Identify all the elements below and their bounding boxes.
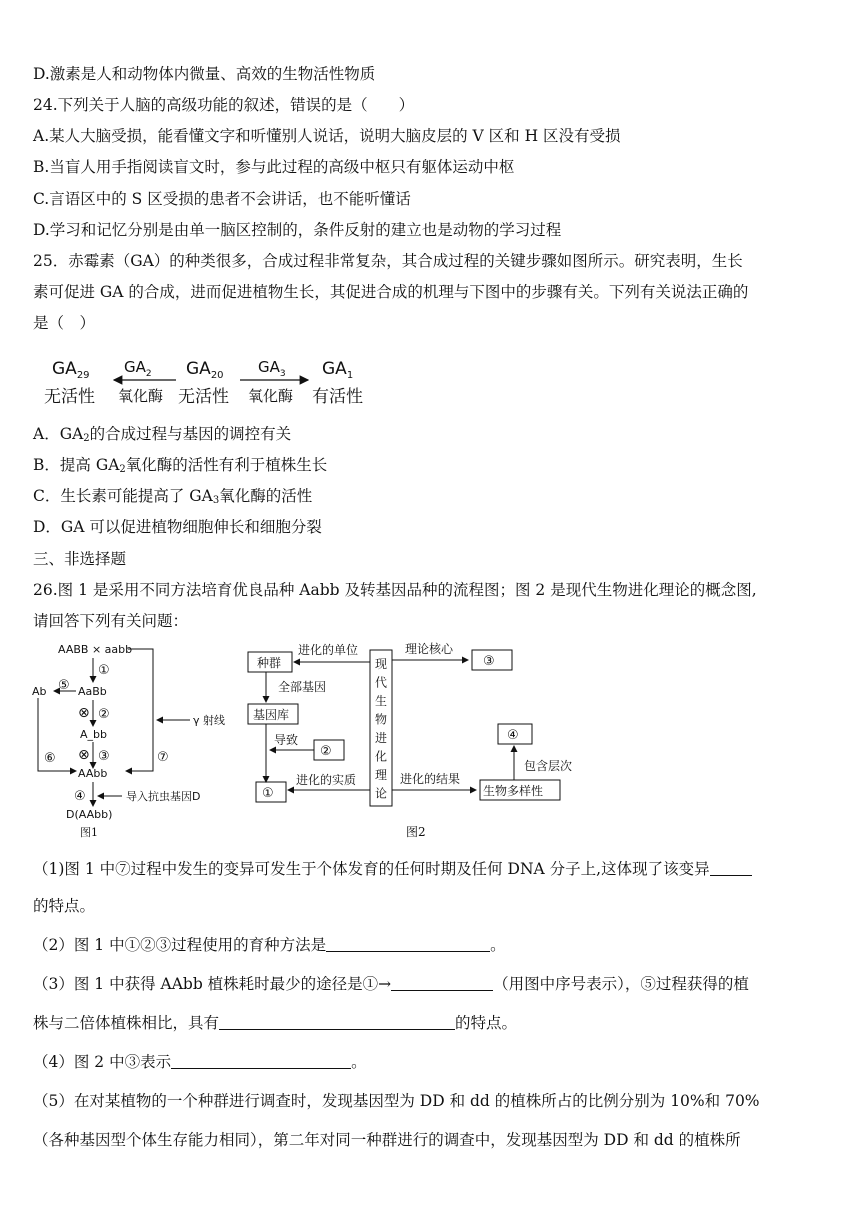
svg-text:AaBb: AaBb	[78, 685, 107, 698]
question-25-line2: 素可促进 GA 的合成，进而促进植物生长，其促进合成的机理与下图中的步骤有关。下列有关说法正确的	[33, 283, 749, 301]
theory-char: 代	[375, 675, 388, 690]
theory-char: 现	[375, 657, 388, 671]
svg-text:③: ③	[98, 749, 110, 764]
svg-text:D(AAbb): D(AAbb)	[66, 808, 113, 821]
sub-q1-line2: 的特点。	[33, 897, 96, 915]
option-24-c: C.言语区中的 S 区受损的患者不会讲话，也不能听懂话	[33, 190, 411, 208]
svg-text:④: ④	[507, 728, 519, 743]
svg-text:⊗: ⊗	[78, 705, 90, 721]
answer-blank-2[interactable]	[326, 935, 490, 952]
svg-text:无活性: 无活性	[178, 387, 229, 407]
svg-text:图1: 图1	[80, 826, 98, 839]
sub-q3-line1: （3）图 1 中获得 AAbb 植株耗时最少的途径是①→ （用图中序号表示），⑤过程获得的植	[33, 975, 749, 993]
svg-text:导入抗虫基因D: 导入抗虫基因D	[126, 790, 201, 803]
theory-char: 论	[375, 786, 388, 801]
theory-char: 理	[375, 768, 388, 782]
svg-text:氧化酶: 氧化酶	[248, 387, 294, 405]
svg-text:①: ①	[262, 786, 274, 801]
svg-text:进化的单位: 进化的单位	[298, 643, 359, 657]
svg-text:基因库: 基因库	[253, 708, 290, 722]
svg-text:生物多样性: 生物多样性	[483, 784, 544, 798]
svg-text:理论核心: 理论核心	[405, 642, 454, 656]
svg-text:⑦: ⑦	[157, 750, 169, 765]
figure-1-breeding-flow	[30, 638, 240, 848]
svg-text:种群: 种群	[257, 656, 282, 670]
svg-text:AAbb: AAbb	[78, 767, 108, 780]
option-24-a: A.某人大脑受损，能看懂文字和听懂别人说话，说明大脑皮层的 V 区和 H 区没有受损	[33, 127, 621, 145]
theory-char: 物	[375, 712, 388, 727]
theory-char: 进	[375, 731, 388, 745]
svg-text:进化的结果: 进化的结果	[400, 772, 461, 786]
section-3-heading: 三、非选择题	[33, 550, 127, 568]
sub-q4: （4）图 2 中③表示 。	[33, 1053, 367, 1071]
svg-text:进化的实质: 进化的实质	[296, 773, 357, 787]
svg-text:GA2: $GA_2$	[124, 358, 152, 379]
svg-text:GA3: $GA_3$	[258, 358, 286, 379]
svg-text:有活性: 有活性	[312, 387, 363, 407]
svg-text:④: ④	[74, 789, 86, 804]
option-25-c: C．生长素可能提高了 $GA_3$氧化酶的活性	[33, 487, 313, 506]
question-26-line2: 请回答下列有关问题：	[33, 612, 189, 630]
svg-text:氧化酶: 氧化酶	[118, 387, 164, 405]
svg-text:②: ②	[320, 744, 332, 759]
svg-text:GA29: $GA_{29}$	[52, 359, 90, 381]
sub-q1-line1: （1)图 1 中⑦过程中发生的变异可发生于个体发育的任何时期及任何 DNA 分子上,这体现了该变异	[33, 859, 752, 879]
theory-char: 化	[375, 749, 388, 764]
svg-text:全部基因: 全部基因	[278, 680, 327, 694]
svg-text:③: ③	[483, 654, 495, 669]
option-24-b: B.当盲人用手指阅读盲文时，参与此过程的高级中枢只有躯体运动中枢	[33, 158, 515, 176]
answer-blank-1[interactable]	[710, 859, 752, 876]
option-d-23: D.激素是人和动物体内微量、高效的生物活性物质	[33, 65, 376, 83]
option-24-d: D.学习和记忆分别是由单一脑区控制的，条件反射的建立也是动物的学习过程	[33, 221, 562, 239]
theory-char: 生	[375, 694, 388, 708]
svg-text:A_bb: A_bb	[80, 728, 107, 741]
sub-q5-line2: （各种基因型个体生存能力相同），第二年对同一种群进行的调查中，发现基因型为 DD 和 dd 的植株所	[33, 1131, 741, 1149]
question-26-line1: 26.图 1 是采用不同方法培育优良品种 Aabb 及转基因品种的流程图；图 2 是现代生物进化理论的概念图,	[33, 581, 757, 599]
svg-text:①: ①	[98, 663, 110, 678]
question-25-line3: 是（ ）	[33, 314, 96, 332]
svg-text:②: ②	[98, 707, 110, 722]
svg-text:导致: 导致	[274, 733, 299, 747]
svg-text:Ab: Ab	[32, 685, 47, 698]
ga-pathway-figure	[40, 350, 380, 412]
svg-text:GA1: $GA_1$	[322, 359, 354, 381]
svg-text:GA20: $GA_{20}$	[186, 359, 224, 381]
option-25-d: D．GA 可以促进植物细胞伸长和细胞分裂	[33, 518, 322, 536]
svg-text:⑥: ⑥	[44, 751, 56, 766]
sub-q5-line1: （5）在对某植物的一个种群进行调查时，发现基因型为 DD 和 dd 的植株所占的比例分别为 10%和 70%	[33, 1092, 760, 1110]
figure-2-evolution-concept-map	[240, 636, 580, 848]
option-25-a: A．$GA_2$的合成过程与基因的调控有关	[33, 425, 292, 444]
svg-text:AABB × aabb: AABB × aabb	[58, 643, 133, 656]
answer-blank-4[interactable]	[219, 1013, 455, 1030]
question-25-line1: 25．赤霉素（GA）的种类很多，合成过程非常复杂，其合成过程的关键步骤如图所示。研究表明，生长	[33, 252, 743, 270]
svg-text:包含层次: 包含层次	[524, 759, 573, 773]
sub-q3-line2: 株与二倍体植株相比，具有 的特点。	[33, 1014, 518, 1032]
answer-blank-5[interactable]	[171, 1052, 351, 1069]
svg-text:⊗: ⊗	[78, 747, 90, 763]
svg-text:图2: 图2	[406, 825, 426, 839]
question-24: 24.下列关于人脑的高级功能的叙述，错误的是（ ）	[33, 96, 415, 114]
sub-q2: （2）图 1 中①②③过程使用的育种方法是 。	[33, 936, 506, 954]
svg-text:γ 射线: γ 射线	[193, 714, 226, 727]
option-25-b: B．提高 $GA_2$氧化酶的活性有利于植株生长	[33, 456, 328, 475]
answer-blank-3[interactable]	[391, 974, 493, 991]
svg-text:⑤: ⑤	[58, 678, 70, 693]
svg-text:无活性: 无活性	[44, 387, 95, 407]
